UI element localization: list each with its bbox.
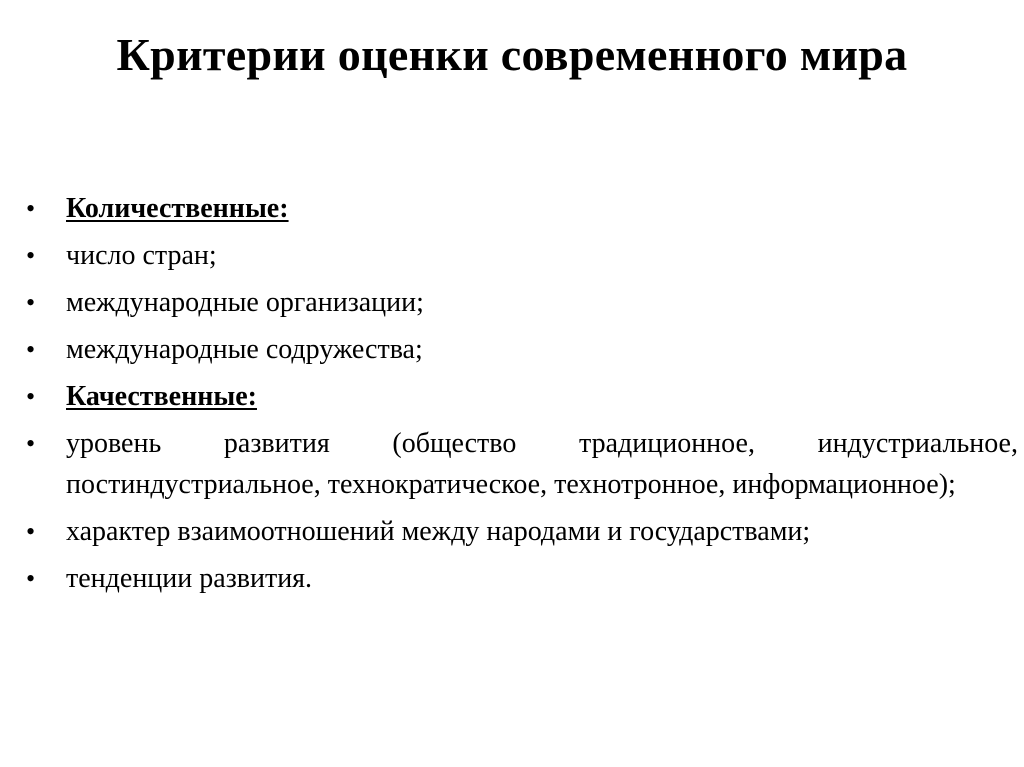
bullet-icon: • xyxy=(26,288,36,317)
bullet-icon: • xyxy=(26,429,36,458)
bullet-icon: • xyxy=(26,241,36,270)
list-item-qualitative-heading xyxy=(22,376,1018,417)
list-item xyxy=(22,558,1018,599)
list-item xyxy=(22,282,1018,323)
list-item-text: международные содружества; xyxy=(66,334,423,365)
bullet-list xyxy=(22,188,1018,605)
slide-title: Критерии оценки современного мира xyxy=(116,29,908,80)
list-item-text: Количественные: xyxy=(66,193,289,224)
list-item-text: международные организации; xyxy=(66,287,424,318)
bullet-icon: • xyxy=(26,335,36,364)
list-item-text: Качественные: xyxy=(66,381,257,412)
bullet-icon: • xyxy=(26,382,36,411)
list-item xyxy=(22,423,1018,505)
bullet-icon: • xyxy=(26,517,36,546)
list-item xyxy=(22,329,1018,370)
bullet-icon: • xyxy=(26,564,36,593)
list-item-text: тенденции развития. xyxy=(66,563,313,594)
bullet-icon: • xyxy=(26,194,36,223)
list-item xyxy=(22,511,1018,552)
list-item-text: уровень развития (общество традиционное, индустриальное, постиндустриальное, технократическое, технотронное, информационное); xyxy=(66,428,1018,500)
list-item-quantitative-heading xyxy=(22,188,1018,229)
list-item xyxy=(22,235,1018,276)
list-item-text: характер взаимоотношений между народами и государствами; xyxy=(66,516,811,547)
list-item-text: число стран; xyxy=(66,240,217,271)
